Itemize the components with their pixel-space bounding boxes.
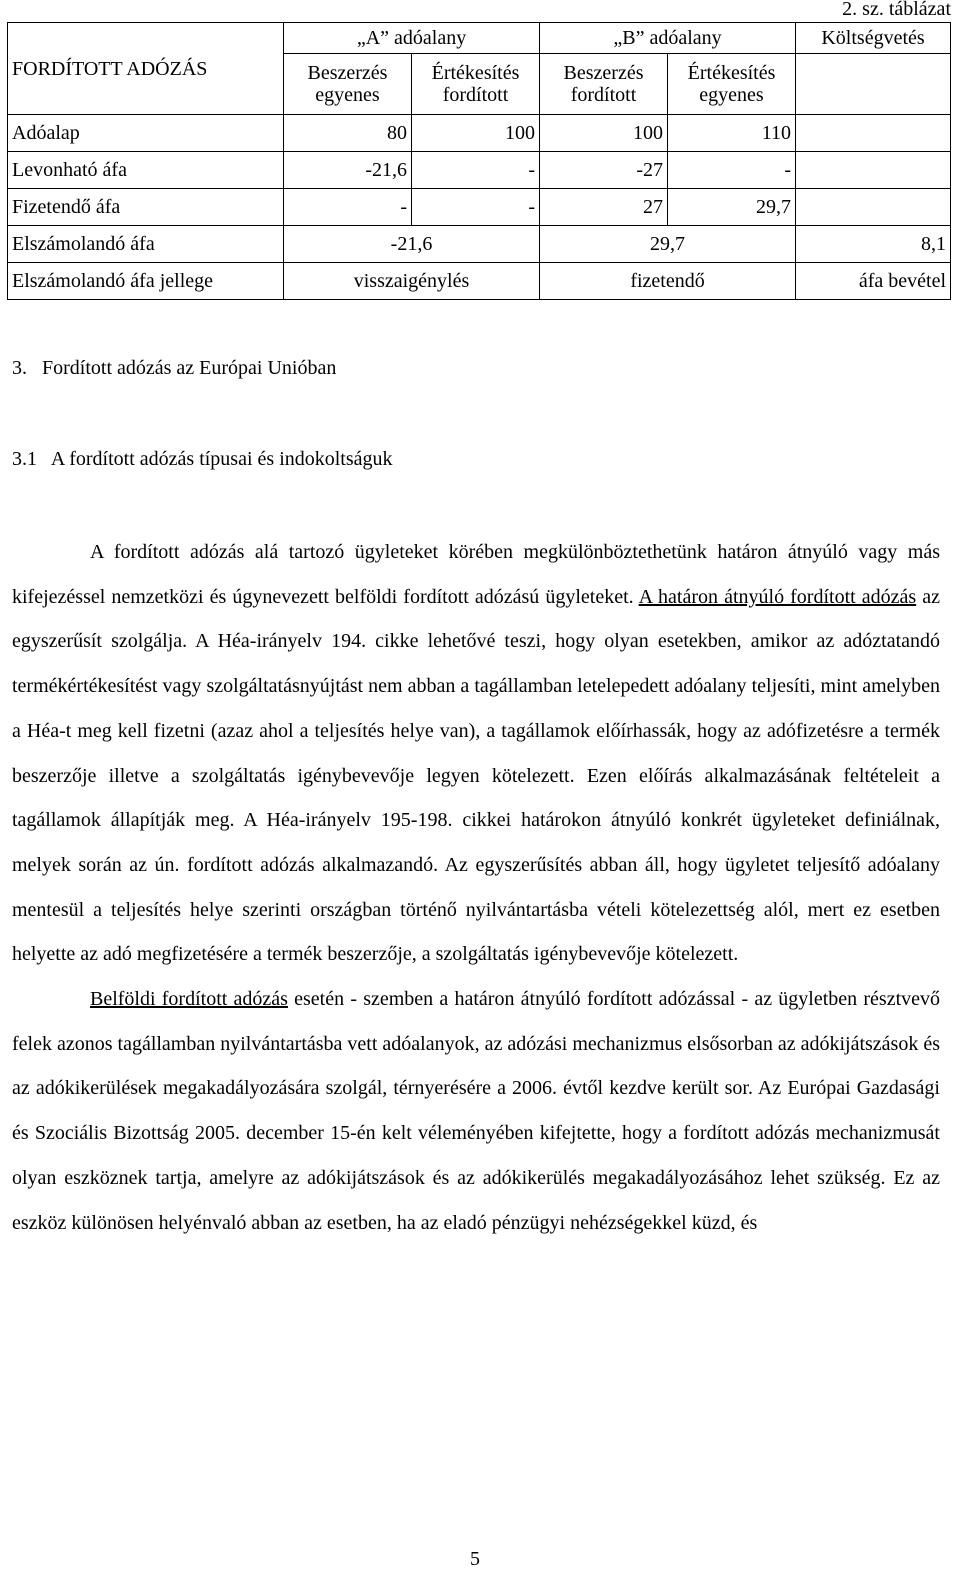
row-label: Elszámolandó áfa xyxy=(8,226,284,263)
subheader-cell: Beszerzés fordított xyxy=(540,54,668,115)
empty-cell xyxy=(796,115,951,152)
table-cell: 80 xyxy=(284,115,412,152)
table-cell: 29,7 xyxy=(540,226,796,263)
table-cell: 8,1 xyxy=(796,226,951,263)
subheader-cell: Beszerzés egyenes xyxy=(284,54,412,115)
table-cell: - xyxy=(412,189,540,226)
table-cell: 29,7 xyxy=(668,189,796,226)
table-cell: -21,6 xyxy=(284,152,412,189)
subheader-cell: Értékesítés egyenes xyxy=(668,54,796,115)
subsection-heading: 3.1 A fordított adózás típusai és indokoltságuk xyxy=(12,448,393,470)
row-label: Elszámolandó áfa jellege xyxy=(8,263,284,300)
reverse-charge-table xyxy=(7,22,951,300)
table-cell: -21,6 xyxy=(284,226,540,263)
table-cell: 100 xyxy=(540,115,668,152)
underlined-term: A határon átnyúló fordított adózás xyxy=(638,585,917,608)
empty-cell xyxy=(796,152,951,189)
table-cell: - xyxy=(284,189,412,226)
empty-cell xyxy=(796,189,951,226)
table-row xyxy=(8,189,951,226)
table-row xyxy=(8,115,951,152)
table-cell: 27 xyxy=(540,189,668,226)
row-label: Fizetendő áfa xyxy=(8,189,284,226)
row-label: Adóalap xyxy=(8,115,284,152)
table-cell: visszaigénylés xyxy=(284,263,540,300)
table-row xyxy=(8,152,951,189)
paragraph: A fordított adózás alá tartozó ügyleteket körében megkülönböztethetünk határon átnyúló vagy más kifejezéssel nemzetközi és úgynevezett belföldi fordított adózású ügyleteket. A határon átnyúló fordított adózás az egyszerűsít szolgálja. A Héa-irányelv 194. cikke lehetővé teszi, hogy olyan esetekben, amikor az adóztatandó termékértékesítést vagy szolgáltatásnyújtást nem abban a tagállamban letelepedett adóalany teljesíti, mint amelyben a Héa-t meg kell fizetni (azaz ahol a teljesítés helye van), a tagállamok előírhassák, hogy az adófizetésre a termék beszerzője illetve a szolgáltatás igénybevevője legyen kötelezett. Ezen előírás alkalmazásának feltételeit a tagállamok állapítják meg. A Héa-irányelv 195-198. cikkei határokon átnyúló konkrét ügyleteket definiálnak, melyek során az ún. fordított adózás alkalmazandó. Az egyszerűsítés abban áll, hogy ügyletet teljesítő adóalany mentesül a teljesítés helye szerinti országban történő nyilvántartásba vételi kötelezettség alól, mert ez esetben helyette az adó megfizetésére a termék beszerzője, a szolgáltatás igénybevevője kötelezett. xyxy=(12,541,940,966)
paragraph: Belföldi fordított adózás esetén - szemben a határon átnyúló fordított adózással - az ügyletben résztvevő felek azonos tagállamban nyilvántartásba vett adóalanyok, az adózási mechanizmus elsősorban az adókijátszások és az adókikerülések megakadályozására szolgál, térnyerésére a 2006. évtől kezdve került sor. Az Európai Gazdasági és Szociális Bizottság 2005. december 15-én kelt véleményében kifejtette, hogy a fordított adózás mechanizmusát olyan eszköznek tartja, amelyre az adókijátszások és az adókikerülés megakadályozásához lehet szükség. Ez az eszköz különösen helyénvaló abban az esetben, ha az eladó pénzügyi nehézségekkel küzd, és xyxy=(12,988,940,1234)
body-text xyxy=(12,530,940,1245)
table-cell: áfa bevétel xyxy=(796,263,951,300)
subheader-cell: Értékesítés fordított xyxy=(412,54,540,115)
table-header-row xyxy=(8,23,951,54)
b-taxpayer-header: „B” adóalany xyxy=(540,23,796,54)
table-cell: - xyxy=(412,152,540,189)
table-cell: fizetendő xyxy=(540,263,796,300)
table-cell: 100 xyxy=(412,115,540,152)
table-row xyxy=(8,263,951,300)
table-cell: 110 xyxy=(668,115,796,152)
table-cell: -27 xyxy=(540,152,668,189)
budget-header: Költségvetés xyxy=(796,23,951,54)
underlined-term: Belföldi fordított adózás xyxy=(90,988,288,1011)
table-row xyxy=(8,226,951,263)
empty-cell xyxy=(796,54,951,115)
table-cell: - xyxy=(668,152,796,189)
page-number: 5 xyxy=(470,1548,480,1570)
a-taxpayer-header: „A” adóalany xyxy=(284,23,540,54)
table-corner-cell: FORDÍTOTT ADÓZÁS xyxy=(8,23,284,115)
row-label: Levonható áfa xyxy=(8,152,284,189)
table-caption: 2. sz. táblázat xyxy=(842,0,951,20)
section-heading: 3. Fordított adózás az Európai Unióban xyxy=(12,357,337,379)
